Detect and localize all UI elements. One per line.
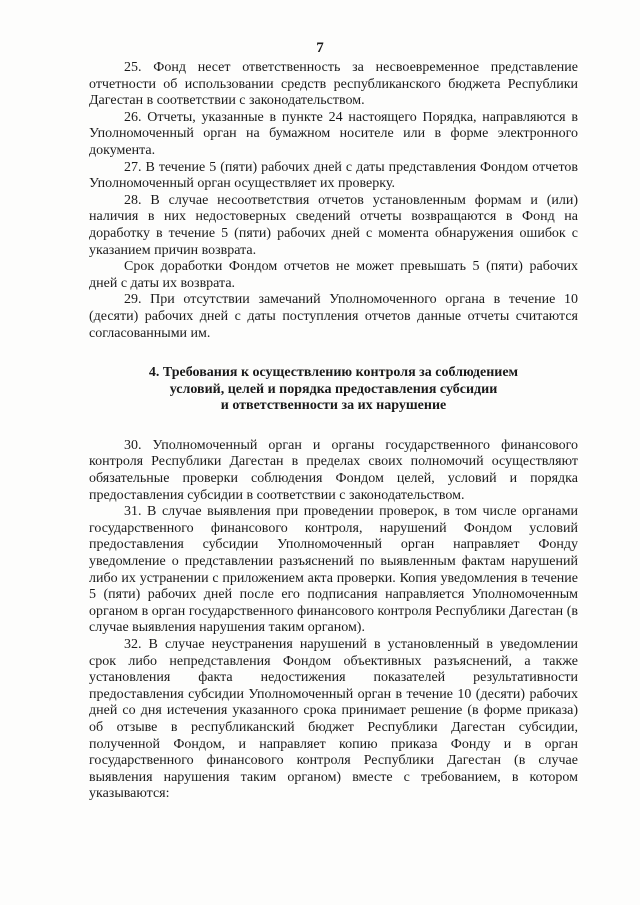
section-heading-line: и ответственности за их нарушение	[220, 398, 447, 414]
paragraph-30: 30. Уполномоченный орган и органы государственного финансового контроля Республики Дагестан в пределах своих полномочий осуществляют обязательные проверки соблюдения Фондом целей, условий и порядка предоставления субсидии в соответствии с законодательством.	[89, 437, 578, 503]
paragraph-28: 28. В случае несоответствия отчетов установленным формам и (или) наличия в них недостоверных сведений отчеты возвращаются в Фонд на доработку в течение 5 (пяти) рабочих дней с момента обнаружения ошибок с указанием причин возврата.	[89, 192, 578, 258]
paragraph-25: 25. Фонд несет ответственность за несвоевременное представление отчетности об использовании средств республиканского бюджета Республики Дагестан в соответствии с законодательством.	[89, 60, 578, 109]
paragraph-31: 31. В случае выявления при проведении проверок, в том числе органами государственного финансового контроля, нарушений Фондом условий предоставления субсидии Уполномоченный орган направляет Фонду уведомление о представлении разъяснений по выявленным фактам нарушений либо их устранении с приложением акта проверки. Копия уведомления в течение 5 (пяти) рабочих дней после его подписания направляется Уполномоченным органом в орган государственного финансового контроля Республики Дагестан (в случае выявления нарушения таким органом).	[89, 504, 578, 636]
section-heading-line: условий, целей и порядка предоставления субсидии	[169, 381, 498, 397]
document-body	[89, 60, 578, 803]
paragraph-28-continued: Срок доработки Фондом отчетов не может превышать 5 (пяти) рабочих дней с даты их возврата.	[89, 259, 578, 291]
paragraph-26: 26. Отчеты, указанные в пункте 24 настоящего Порядка, направляются в Уполномоченный орган на бумажном носителе или в форме электронного документа.	[89, 109, 578, 158]
section-heading	[89, 365, 578, 415]
paragraph-32: 32. В случае неустранения нарушений в установленный в уведомлении срок либо непредставления Фондом объективных разъяснений, а также установления факта недостижения показателей результативности предоставления субсидии Уполномоченный орган в течение 10 (десяти) рабочих дней со дня истечения указанного срока принимает решение (в форме приказа) об отзыве в республиканский бюджет Республики Дагестан субсидии, полученной Фондом, и направляет копию приказа Фонду и в орган государственного финансового контроля Республики Дагестан (в случае выявления нарушения таким органом) вместе с требованием, в котором указываются:	[89, 637, 578, 802]
paragraph-29: 29. При отсутствии замечаний Уполномоченного органа в течение 10 (десяти) рабочих дней с даты поступления отчетов данные отчеты считаются согласованными им.	[89, 292, 578, 341]
section-heading-line: 4. Требования к осуществлению контроля за соблюдением	[148, 365, 519, 381]
paragraph-27: 27. В течение 5 (пяти) рабочих дней с даты представления Фондом отчетов Уполномоченный орган осуществляет их проверку.	[89, 159, 578, 192]
page-number: 7	[316, 40, 324, 56]
